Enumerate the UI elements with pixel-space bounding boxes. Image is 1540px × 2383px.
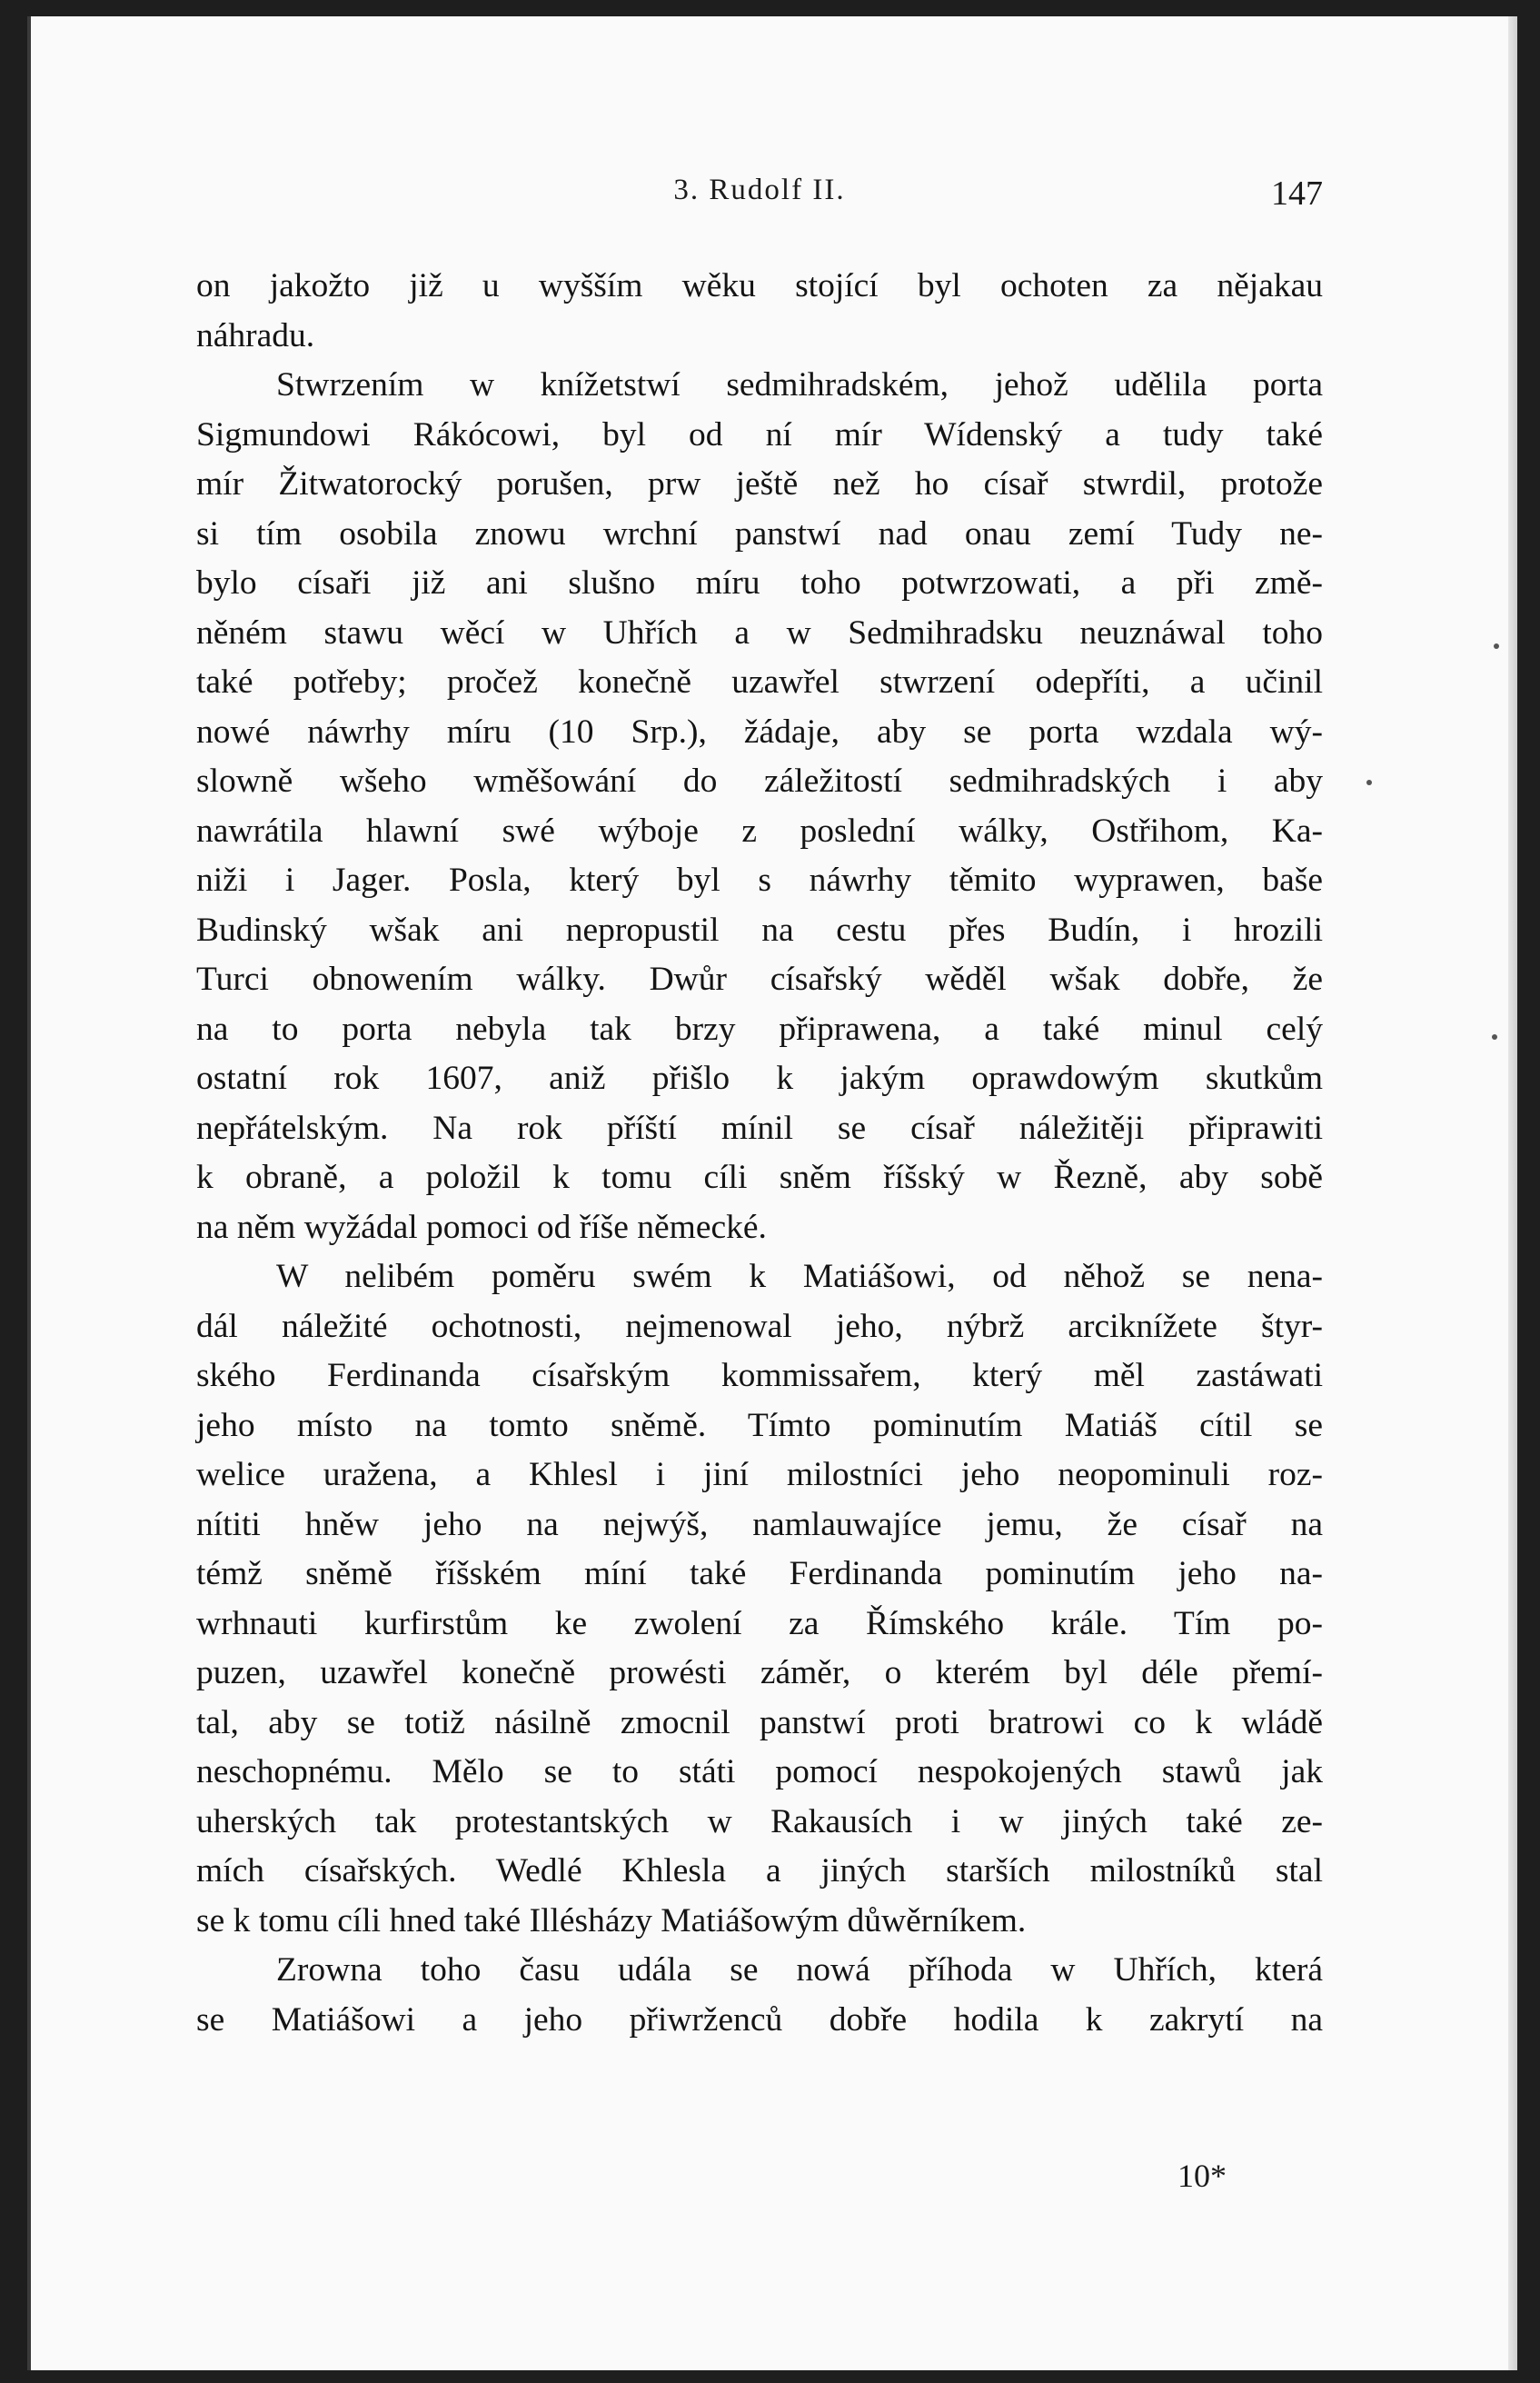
text-line: nítiti hněw jeho na nejwýš, namlauwajíce jemu, že císař na bbox=[196, 1505, 1323, 1543]
text-line: nowé náwrhy míru (10 Srp.), žádaje, aby se porta wzdala wý- bbox=[196, 713, 1323, 751]
signature-mark: 10* bbox=[1177, 2158, 1227, 2194]
text-line: Turci obnowením wálky. Dwůr císařský wěděl wšak dobře, že bbox=[196, 961, 1323, 998]
text-line: nawrátila hlawní swé wýboje z poslední wálky, Ostřihom, Ka- bbox=[196, 812, 1323, 850]
text-line: welice uražena, a Khlesl i jiní milostníci jeho neopominuli roz- bbox=[196, 1456, 1323, 1493]
page-edge-shadow bbox=[1508, 16, 1517, 2370]
text-line: mích císařských. Wedlé Khlesla a jiných starších milostníků stal bbox=[196, 1852, 1323, 1889]
text-line: nepřátelským. Na rok příští mínil se císař náležitěji připrawiti bbox=[196, 1109, 1323, 1147]
text-line: témž sněmě říšském míní také Ferdinanda pominutím jeho na- bbox=[196, 1555, 1323, 1592]
paper-speck bbox=[1366, 780, 1372, 785]
running-title: 3. Rudolf II. bbox=[673, 174, 846, 206]
text-line: Stwrzením w knížetstwí sedmihradském, jehož udělila porta bbox=[276, 366, 1323, 404]
text-line: on jakožto již u wyšším wěku stojící byl ochoten za nějakau bbox=[196, 267, 1323, 304]
text-line: Sigmundowi Rákócowi, byl od ní mír Wídenský a tudy také bbox=[196, 415, 1323, 454]
text-line: si tím osobila znowu wrchní panstwí nad onau zemí Tudy ne- bbox=[196, 514, 1323, 553]
text-line: tal, aby se totiž násilně zmocnil panstwí proti bratrowi co k wládě bbox=[196, 1703, 1323, 1741]
text-line: na to porta nebyla tak brzy připrawena, a také minul celý bbox=[196, 1010, 1323, 1048]
paper-speck bbox=[1492, 1034, 1497, 1040]
scanned-page bbox=[27, 16, 1517, 2370]
text-line: jeho místo na tomto sněmě. Tímto pominutím Matiáš cítil se bbox=[196, 1406, 1323, 1444]
body-text bbox=[196, 262, 1323, 2045]
text-line: se Matiášowi a jeho přiwrženců dobře hodila k zakrytí na bbox=[196, 2000, 1323, 2039]
page-number: 147 bbox=[1271, 174, 1323, 213]
text-line: dál náležité ochotnosti, nejmenowal jeho, nýbrž arciknížete štyr- bbox=[196, 1307, 1323, 1345]
text-line: wrhnauti kurfirstům ke zwolení za Římského krále. Tím po- bbox=[196, 1604, 1323, 1642]
text-line: něném stawu wěcí w Uhřích a w Sedmihradsku neuznáwal toho bbox=[196, 613, 1323, 652]
text-line: se k tomu cíli hned také Illésházy Matiášowým důwěrníkem. bbox=[196, 1901, 1027, 1939]
text-line: mír Žitwatorocký porušen, prw ještě než ho císař stwrdil, protože bbox=[196, 465, 1323, 503]
text-line: na něm wyžádal pomoci od říše německé. bbox=[196, 1208, 767, 1246]
text-line: náhradu. bbox=[196, 316, 315, 354]
text-line: uherských tak protestantských w Rakausích i w jiných také ze- bbox=[196, 1802, 1323, 1840]
text-line: slowně wšeho wměšowání do záležitostí sedmihradských i aby bbox=[196, 763, 1323, 800]
text-line: niži i Jager. Posla, který byl s náwrhy těmito wyprawen, baše bbox=[196, 862, 1323, 899]
text-line: neschopnému. Mělo se to státi pomocí nespokojených stawů jak bbox=[196, 1753, 1323, 1790]
running-head bbox=[196, 174, 1323, 228]
text-line: puzen, uzawřel konečně prowésti záměr, o kterém byl déle přemí- bbox=[196, 1654, 1323, 1691]
text-line: Budinský wšak ani nepropustil na cestu přes Budín, i hrozili bbox=[196, 911, 1323, 949]
text-line: k obraně, a položil k tomu cíli sněm říšský w Řezně, aby sobě bbox=[196, 1159, 1323, 1196]
text-line: Zrowna toho času udála se nowá příhoda w Uhřích, která bbox=[276, 1951, 1323, 1989]
text-line: ského Ferdinanda císařským kommissařem, který měl zastáwati bbox=[196, 1357, 1323, 1394]
text-line: ostatní rok 1607, aniž přišlo k jakým oprawdowým skutkům bbox=[196, 1060, 1323, 1097]
text-line: W nelibém poměru swém k Matiášowi, od něhož se nena- bbox=[276, 1258, 1323, 1295]
paper-speck bbox=[1494, 643, 1499, 649]
text-line: také potřeby; pročež konečně uzawřel stwrzení odepříti, a učinil bbox=[196, 663, 1323, 701]
text-line: bylo císaři již ani slušno míru toho potwrzowati, a při změ- bbox=[196, 564, 1323, 602]
